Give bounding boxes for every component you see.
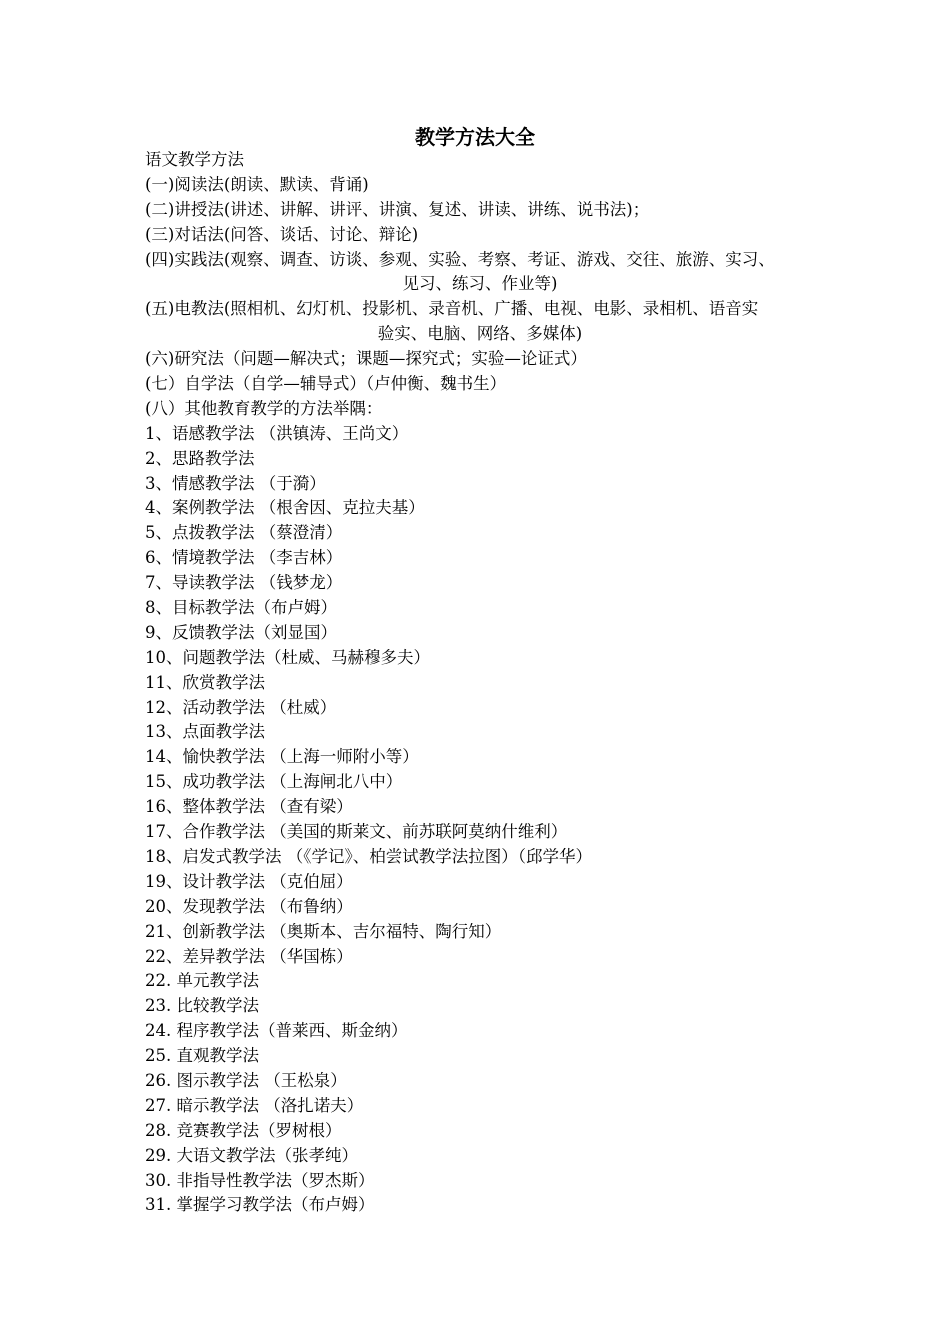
list-item: 24. 程序教学法（普莱西、斯金纳）: [145, 1021, 408, 1041]
document-body: [145, 148, 815, 1218]
method-item: (八）其他教育教学的方法举隅：: [145, 398, 383, 418]
method-item: (五)电教法(照相机、幻灯机、投影机、录音机、广播、电视、电影、录相机、语音实: [145, 299, 759, 319]
method-item: (三)对话法(问答、谈话、讨论、辩论): [145, 224, 419, 244]
list-item: 6、情境教学法 （李吉林）: [145, 548, 343, 568]
list-item: 25. 直观教学法: [145, 1046, 259, 1066]
list-item: 28. 竞赛教学法（罗树根）: [145, 1120, 342, 1140]
list-item: 1、语感教学法 （洪镇涛、王尚文）: [145, 423, 409, 443]
list-item: 4、案例教学法 （根舍因、克拉夫基）: [145, 498, 425, 518]
list-item: 22. 单元教学法: [145, 971, 259, 991]
list-item: 18、启发式教学法 （《学记》、柏尝试教学法拉图）（邱学华）: [145, 846, 592, 866]
document-title: 教学方法大全: [415, 125, 535, 149]
method-item: (七）自学法（自学—辅导式）（卢仲衡、魏书生）: [145, 374, 507, 394]
method-item-continuation: 验实、电脑、网络、多媒体): [377, 324, 583, 344]
method-item: (六)研究法（问题—解决式；课题—探究式；实验—论证式）: [145, 349, 587, 369]
method-item-continuation: 见习、练习、作业等): [402, 274, 558, 294]
list-item: 31. 掌握学习教学法（布卢姆）: [145, 1195, 375, 1215]
list-item: 19、设计教学法 （克伯屈）: [145, 871, 353, 891]
list-item: 15、成功教学法 （上海闸北八中）: [145, 772, 403, 792]
list-item: 2、思路教学法: [145, 448, 255, 468]
section-heading: 语文教学方法: [145, 150, 244, 169]
list-item: 30. 非指导性教学法（罗杰斯）: [145, 1170, 375, 1190]
list-item: 5、点拨教学法 （蔡澄清）: [145, 523, 343, 543]
list-item: 16、整体教学法 （查有梁）: [145, 797, 353, 817]
list-item: 8、目标教学法（布卢姆）: [145, 598, 337, 618]
list-item: 14、愉快教学法 （上海一师附小等）: [145, 747, 419, 767]
list-item: 29. 大语文教学法（张孝纯）: [145, 1145, 358, 1165]
list-item: 26. 图示教学法 （王松泉）: [145, 1070, 347, 1090]
list-item: 13、点面教学法: [145, 722, 265, 742]
list-item: 20、发现教学法 （布鲁纳）: [145, 896, 353, 916]
list-item: 11、欣赏教学法: [145, 672, 265, 692]
list-item: 21、创新教学法 （奥斯本、吉尔福特、陶行知）: [145, 921, 502, 941]
list-item: 12、活动教学法 （杜威）: [145, 697, 337, 717]
list-item: 22、差异教学法 （华国栋）: [145, 946, 353, 966]
method-item: (一)阅读法(朗读、默读、背诵): [145, 174, 369, 194]
list-item: 23. 比较教学法: [145, 996, 259, 1016]
list-item: 3、情感教学法 （于漪）: [145, 473, 326, 493]
list-item: 9、反馈教学法（刘显国）: [145, 622, 337, 642]
method-item: (四)实践法(观察、调查、访谈、参观、实验、考察、考证、游戏、交往、旅游、实习、: [145, 249, 775, 269]
list-item: 27. 暗示教学法 （洛扎诺夫）: [145, 1095, 364, 1115]
list-item: 10、问题教学法（杜威、马赫穆多夫）: [145, 647, 430, 667]
list-item: 7、导读教学法 （钱梦龙）: [145, 573, 343, 593]
list-item: 17、合作教学法 （美国的斯莱文、前苏联阿莫纳什维利）: [145, 822, 568, 842]
method-item: (二)讲授法(讲述、讲解、讲评、讲演、复述、讲读、讲练、说书法)；: [145, 199, 650, 219]
